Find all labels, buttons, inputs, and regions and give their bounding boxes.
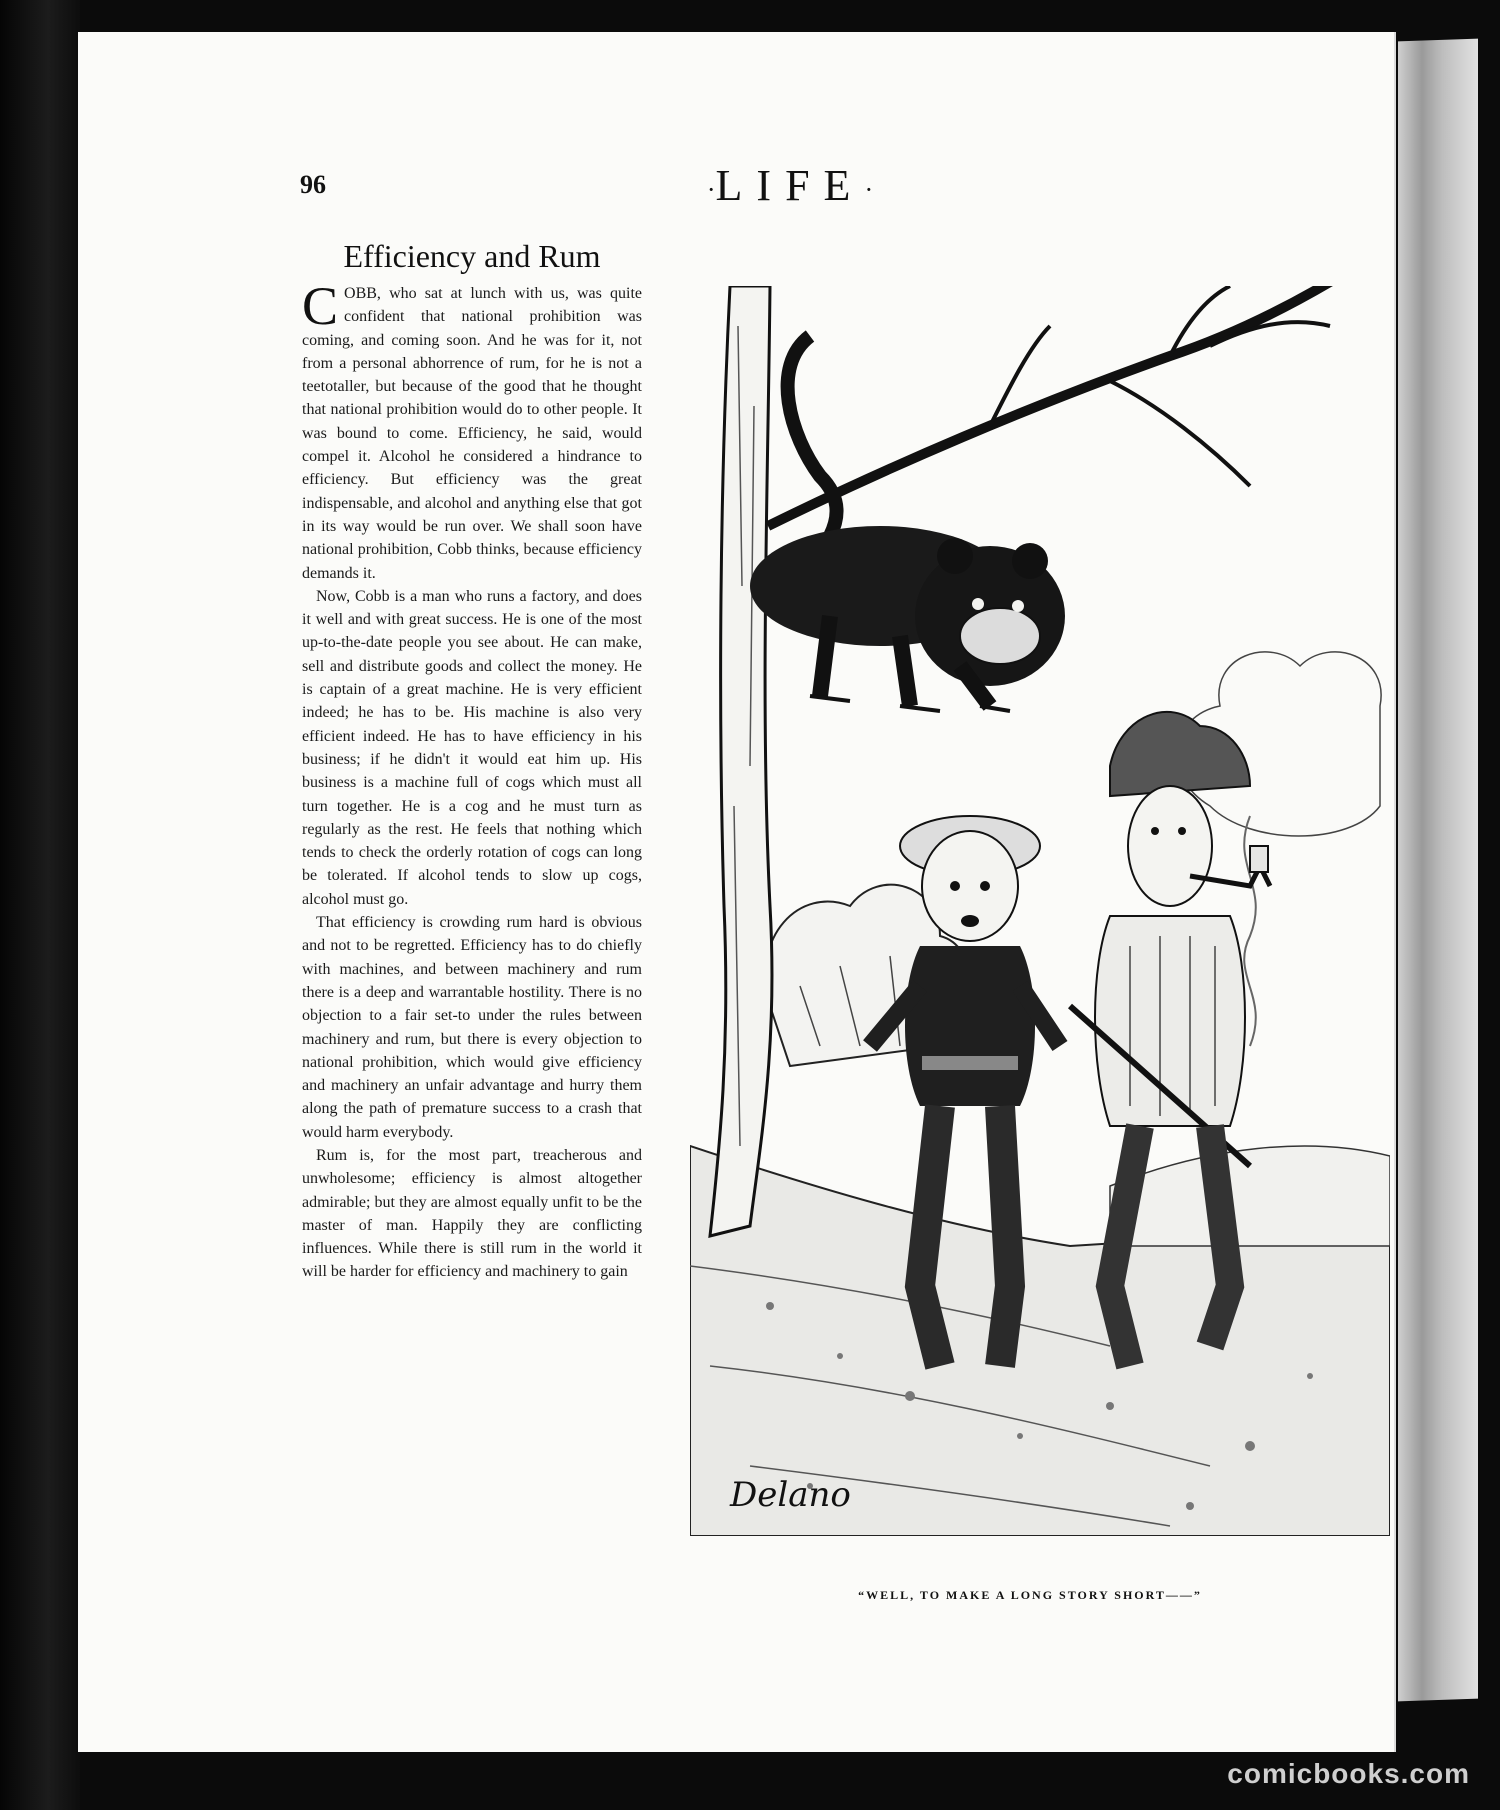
masthead-dot-right: ·	[864, 174, 874, 204]
page-number: 96	[300, 170, 326, 199]
distant-hill	[1110, 1146, 1390, 1246]
illustration-caption: “WELL, TO MAKE A LONG STORY SHORT——”	[858, 1588, 1202, 1602]
tree-branch	[768, 286, 1340, 526]
masthead	[640, 160, 940, 211]
cartoon-illustration	[690, 286, 1390, 1536]
tree-trunk	[710, 286, 772, 1236]
paragraph-1-text: OBB, who sat at lunch with us, was quite confident that national prohibition was coming, and coming soon. And he was for it, not from a personal abhorrence of rum, for he is not a teetotaller, but because of the good that he thought that national prohibition would do to other people. It was bound to come. Efficiency, he said, would compel it. Alcohol he considered a hindrance to efficiency. But efficiency was the great indispensable, and alcohol and anything else that got in its way would be run over. We shall soon have national prohibition, Cobb thinks, because efficiency demands it.	[302, 285, 642, 582]
masthead-dot-left: ·	[706, 174, 716, 204]
artist-signature: Delano	[730, 1475, 851, 1515]
paragraph-2: Now, Cobb is a man who runs a factory, and does it well and with great success. He is one of the most up-to-the-date people you see about. He can make, sell and distribute goods and collect the money. He is captain of a great machine. He is very efficient indeed; he has to be. His machine is also very efficient indeed. He has to have efficiency in his business; if he didn't it would eat him up. His business is a machine full of cogs which must all turn together. He is a cog and he must turn as regularly as the rest. He feels that nothing which tends to check the orderly rotation of cogs can long be tolerated. If alcohol tends to slow up cogs, alcohol must go.	[302, 587, 642, 908]
paragraph-3: That efficiency is crowding rum hard is obvious and not to be regretted. Efficiency has to do chiefly with machines, and between machinery and rum there is a deep and warrantable hostility. There is no objection to a fair set-to under the rules between machinery and rum, but there is every objection to national prohibition, which would give efficiency and machinery an unfair advantage and hurry them along the path of premature success to a crash that would harm everybody.	[302, 914, 642, 1141]
masthead-title: LIFE	[715, 161, 865, 210]
black-cat-creature	[750, 336, 1065, 711]
scan-background-left	[0, 0, 80, 1810]
watermark: comicbooks.com	[1227, 1758, 1470, 1789]
paragraph-1	[302, 276, 642, 585]
article-body	[302, 276, 642, 1284]
paragraph-4: Rum is, for the most part, treacherous and unwholesome; efficiency is almost altogether admirable; but they are almost equally unfit to be the master of man. Happily they are conflicting influences. While there is still rum in the world it will be harder for efficiency and machinery to gain	[302, 1146, 642, 1281]
article-title: Efficiency and Rum	[343, 238, 601, 274]
drop-cap: C	[302, 276, 339, 336]
page-edge-right	[1398, 39, 1478, 1702]
